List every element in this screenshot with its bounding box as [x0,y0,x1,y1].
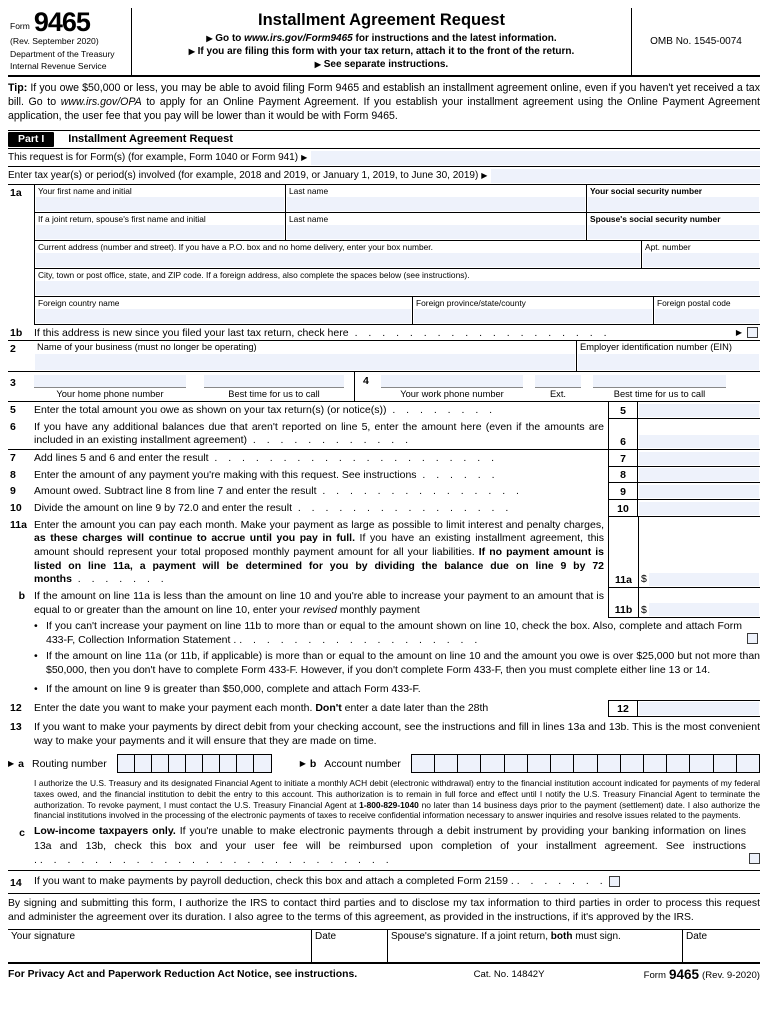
city-state-zip-label: City, town or post office, state, and ZIP code. If a foreign address, also complete the spaces below (see instructions). [38,269,470,280]
comb-cell[interactable] [152,755,169,772]
foreign-province-input[interactable] [414,309,652,323]
comb-cell[interactable] [458,755,481,772]
date-label-1: Date [315,930,337,942]
request-forms-label: This request is for Form(s) (for example, Form 1040 or Form 941) [8,151,299,163]
dept-treasury: Department of the Treasury [10,48,115,59]
comb-cell[interactable] [118,755,135,772]
line-11b-text [34,588,608,618]
line-11a-amount-input[interactable] [649,573,759,586]
line-5 [8,402,760,419]
line-11b-text-2: monthly payment [336,603,420,616]
signature-section [8,930,760,964]
line-5-text [34,402,608,419]
line-11a-text-2: If you have an existing installment agreement, this amount should represent your total proposed monthly payment amount for all your liabilities. [34,532,604,558]
line-10-box-label: 10 [608,500,638,517]
street-address-input[interactable] [36,253,640,267]
line-8-label: Enter the amount of any payment you're making with this request. See instructions [34,468,417,481]
bullet-icon: • [34,650,38,663]
line-13c-bold: Low-income taxpayers only. [34,825,176,838]
bullet-3-text: If the amount on line 9 is greater than $50,000, complete and attach Form 433-F. [46,682,421,695]
line-11a [8,517,760,588]
bullet-icon: • [34,682,38,695]
ext-input[interactable] [535,375,581,388]
best-time-1-label: Best time for us to call [228,389,320,400]
date-cell-2[interactable] [682,930,760,962]
spouse-last-name-input[interactable] [287,225,585,239]
bullet-433f-checkbox-item [34,618,760,648]
line-10-amount-cell [638,500,760,517]
line-11b-amount-cell [608,588,760,618]
routing-number-label: Routing number [32,757,107,770]
line-9-number: 9 [10,485,16,498]
comb-cell[interactable] [690,755,713,772]
line-7-amount-cell [638,450,760,467]
line-4-number: 4 [363,375,369,388]
part-1-bar [8,130,760,149]
best-time-1-input[interactable] [204,375,344,388]
line-12-amount-cell [638,700,760,717]
catalog-number: Cat. No. 14842Y [473,969,545,981]
foreign-country-input[interactable] [36,309,411,323]
spouse-ssn-cell [586,213,760,240]
line-12-date-input[interactable] [639,702,759,715]
dot-leader: . . . . . . . . . . . . . . . . . . . [354,326,610,339]
payroll-deduction-checkbox[interactable] [609,876,620,887]
line-12-text [34,700,608,717]
tax-years-input[interactable] [491,169,760,183]
account-number-input[interactable] [411,754,760,773]
line-9-amount-input[interactable] [639,485,759,498]
footer-form-revision: (Rev. 9-2020) [702,969,760,981]
form-id-block [8,8,132,75]
line-12-number: 12 [10,702,22,715]
foreign-postal-input[interactable] [655,309,759,323]
line-11a-text-1: Enter the amount you can pay each month. Make your payment as large as possible to limit interest and penalty charges, [34,518,604,531]
line-11a-bold-2: If no payment amount is listed on line 11a, a payment will be determined for you by dividing the balance due on line 9 by 72 months [34,545,604,586]
home-phone-input[interactable] [34,375,186,388]
work-phone-input[interactable] [381,375,523,388]
line-6-amount-cell [638,419,760,449]
line-7-label: Add lines 5 and 6 and enter the result [34,452,209,465]
spouse-name-row [35,213,760,241]
line-11a-number: 11a [10,518,27,531]
work-phone-label: Your work phone number [400,389,504,400]
line-3-number: 3 [10,377,16,390]
spouse-first-name-label: If a joint return, spouse's first name and initial [38,213,206,224]
tip-label: Tip: [8,81,28,94]
first-name-input[interactable] [36,197,284,211]
home-phone-label: Your home phone number [56,389,164,400]
spouse-ssn-input[interactable] [588,225,759,239]
dollar-sign: $ [641,573,647,586]
comb-cell[interactable] [237,755,254,772]
ein-label: Employer identification number (EIN) [580,342,732,353]
right-arrow-icon: ▶ [481,170,488,180]
tax-years-line [8,167,760,185]
privacy-act-notice: For Privacy Act and Paperwork Reduction Act Notice, see instructions. [8,969,358,981]
line-12-box-label: 12 [608,700,638,717]
phones-divider [354,372,726,401]
comb-cell[interactable] [412,755,435,772]
line-12-bold: Don't [315,702,342,715]
line-11b [8,588,760,618]
line-1b-number: 1b [10,326,23,339]
irs-phone-number: 1-800-829-1040 [359,799,419,810]
line-11b-amount-input[interactable] [649,603,759,616]
line-7-number: 7 [10,452,16,465]
ach-authorization-text [34,778,760,822]
apt-number-label: Apt. number [645,241,691,252]
line-13c-text [34,824,746,867]
foreign-province-cell [412,297,653,324]
right-arrow-icon: ▶ [735,328,742,338]
form-revision: (Rev. September 2020) [10,36,99,47]
comb-cell[interactable] [621,755,644,772]
line-2-number: 2 [10,343,16,356]
header-instruction-1 [138,32,625,45]
comb-cell[interactable] [169,755,186,772]
line-12-text-1: Enter the date you want to make your payment each month. [34,702,316,715]
page-title: Installment Agreement Request [258,11,505,29]
authorization-text-2: no later than 14 business days prior to the payment (settlement) date. I also authorize the financial institutions involved in the processing of the electronic payments of taxes to receive confidential information necessary to answer inquiries and resolve issues related to the payments. [34,799,760,821]
line-7-text [34,450,608,467]
form-title-block [132,8,632,75]
dot-leader: . . . . . . . . . . . . . . . . . . . . . [214,452,497,465]
line-11a-box-label: 11a [609,517,639,587]
footer-form-id [643,966,760,982]
spouse-label-post: must sign. [572,930,621,942]
comb-cell[interactable] [220,755,237,772]
business-name-label: Name of your business (must no longer be operating) [37,342,257,353]
right-arrow-icon: ▶ [299,759,306,769]
right-arrow-icon: ▶ [188,47,195,56]
street-address-label: Current address (number and street). If you have a P.O. box and no home delivery, enter your box number. [38,241,433,252]
line-11a-amount-cell [608,517,760,588]
street-address-cell [35,241,641,268]
line-13c-letter: c [19,827,25,840]
authorization-text-1: I authorize the U.S. Treasury and its designated Financial Agent to initiate a monthly ACH debit (electronic withdrawal) entry to the financial institution account indicated for payments of my federal taxes owed, and the financial institution to debit the entry to this account. This authorization is to remain in full force and effect until I notify the U.S. Treasury Financial Agent to terminate the authorization. To revoke payment, I must contact the U.S. Treasury Financial Agent at [34,777,760,810]
comb-cell[interactable] [254,755,271,772]
line-6-box-label: 6 [608,419,638,449]
form9465-url: www.irs.gov/Form9465 [244,33,353,44]
foreign-country-label: Foreign country name [38,297,120,308]
line-8-text [34,467,608,484]
spouse-last-name-cell [285,213,586,240]
part-1-label: Part I [8,132,54,147]
line-14-number: 14 [10,876,22,889]
comb-cell[interactable] [505,755,528,772]
line-6-label: If you have any additional balances due that aren't reported on line 5, enter the amount here (even if the amounts are included in an existing installment agreement) [34,420,604,447]
apt-number-cell [641,241,760,268]
date-label-2: Date [686,930,708,942]
dot-leader: . . . . . . . [77,573,167,586]
line-8-number: 8 [10,468,16,481]
right-arrow-icon: ▶ [314,60,321,69]
dot-leader: . . . . . . . . . . . . . . . . [297,502,512,515]
dot-leader: . . . . . . . . [392,404,496,417]
spouse-label-pre: Spouse's signature. If a joint return, [391,930,551,942]
line-1a-number: 1a [10,186,22,199]
your-signature-cell[interactable] [8,930,311,962]
line-6-number: 6 [10,420,16,433]
request-forms-input[interactable] [311,151,760,165]
city-state-zip-input[interactable] [36,281,759,295]
tip-paragraph [8,77,760,130]
comb-cell[interactable] [203,755,220,772]
line-13c [8,821,760,867]
line-5-amount-cell [638,402,760,419]
right-arrow-icon: ▶ [206,34,213,43]
foreign-country-cell [35,297,412,324]
header-instruction-2 [138,45,625,58]
apt-number-input[interactable] [643,253,759,267]
line-5-label: Enter the total amount you owe as shown on your tax return(s) (or notice(s)) [34,404,387,417]
footer-form-number: 9465 [669,966,700,982]
instruction-1-pre: Go to [215,33,245,44]
line-10-text [34,500,608,517]
header-instruction-3 [138,58,625,71]
tax-years-label: Enter tax year(s) or period(s) involved (for example, 2018 and 2019, or January 1, 2019, to June 30, 2019) [8,169,479,181]
line-13-number: 13 [10,721,22,734]
bullet-1-text [46,620,742,647]
line-11b-box-label: 11b [609,588,639,617]
bullet-50000-item [34,679,760,698]
spouse-last-name-label: Last name [289,213,329,224]
comb-cell[interactable] [737,755,759,772]
line-13 [8,717,760,749]
line-11b-text-1: If the amount on line 11a is less than the amount on line 10 and you're able to increase your payment to an amount that is equal to or greater than the amount on line 10, enter your [34,589,604,616]
line-7-amount-input[interactable] [639,452,759,465]
city-row [35,269,760,297]
tip-text-2: to apply for an Online Payment Agreement. If you establish your installment agreement using the Online Payment Agreement application, the user fee that you pay will be lower than it would be with Form 9465. [8,95,761,122]
best-time-2-field [593,375,726,401]
part-1-title: Installment Agreement Request [68,133,233,146]
irs-name: Internal Revenue Service [10,61,107,72]
low-income-checkbox[interactable] [749,853,760,864]
line-1b-text: If this address is new since you filed your last tax return, check here [34,326,349,339]
dollar-sign: $ [641,603,647,616]
line-2-section [8,340,760,372]
spouse-first-name-cell [35,213,285,240]
spouse-label-bold: both [550,930,573,942]
account-number-label: Account number [324,757,401,770]
best-time-2-label: Best time for us to call [613,389,706,400]
line-13b-letter: b [309,757,317,770]
line-9-label: Amount owed. Subtract line 8 from line 7 and enter the result [34,485,317,498]
line-11b-number: b [18,589,25,602]
best-time-1-field [204,375,344,401]
line-5-number: 5 [10,404,16,417]
line-8-box-label: 8 [608,467,638,484]
footer-form-word: Form [643,969,666,981]
line-13-text: If you want to make your payments by direct debit from your checking account, see the instructions and fill in lines 13a and 13b. This is the most convenient way to make your payments and it will ensure that they are made on time. [34,721,760,748]
line-5-box-label: 5 [608,402,638,419]
instruction-3-text: See separate instructions. [323,59,449,70]
address-new-checkbox[interactable] [747,327,758,338]
line-11b-amount-area [639,588,760,617]
comb-cell[interactable] [435,755,458,772]
last-name-input[interactable] [287,197,585,211]
first-name-label: Your first name and initial [38,185,132,196]
dot-leader: . . . . . . . [516,874,606,887]
comb-cell[interactable] [481,755,504,772]
business-grid [34,341,760,371]
work-phone-field [381,375,523,401]
cannot-increase-checkbox[interactable] [747,633,758,644]
phones-section [8,372,760,402]
ext-field [535,375,581,401]
line-10-label: Divide the amount on line 9 by 72.0 and enter the result [34,502,292,515]
line-6-text [34,419,608,449]
dot-leader: . . . . . . . . . . . . . . . [322,485,522,498]
address-row [35,241,760,269]
line-8-amount-cell [638,467,760,484]
bank-info-row [8,753,760,775]
line-14-text [34,874,606,888]
last-name-label: Last name [289,185,329,196]
foreign-postal-cell [653,297,760,324]
dot-leader: . . . . . . . . . . . . . . . . . . [239,633,481,646]
tip-text-1: If you owe $50,000 or less, you may be able to avoid filing Form 9465 and establish an installment agreement online, even if you haven't yet received a tax bill. Go to [8,81,760,108]
comb-cell[interactable] [551,755,574,772]
dot-leader: . . . . . . . . . . . . [252,434,411,447]
right-arrow-icon: ▶ [301,152,308,162]
line-7 [8,450,760,467]
spouse-first-name-input[interactable] [36,225,284,239]
comb-cell[interactable] [186,755,203,772]
bullet-icon: • [34,620,38,633]
foreign-row [35,297,760,325]
line-9-amount-cell [638,483,760,500]
right-arrow-icon: ▶ [8,759,15,769]
ssn-cell [586,185,760,212]
bullet-2-text: If the amount on line 11a (or 11b, if applicable) is more than or equal to the amount on line 10 and the amount you owe is over $25,000 but not more than $50,000, then you don't have to complete Form 433-F. However, if you don't complete Form 433-F, then you must complete either line 13 or 14. [46,650,760,677]
line-10-number: 10 [10,502,22,515]
comb-cell[interactable] [528,755,551,772]
line-8 [8,467,760,484]
line-1b [8,325,760,340]
your-signature-label: Your signature [11,930,76,942]
spouse-ssn-label: Spouse's social security number [590,213,721,224]
line-12-text-2: enter a date later than the 28th [341,702,489,715]
foreign-postal-label: Foreign postal code [657,297,731,308]
dot-leader: . . . . . . [422,468,498,481]
form-number: 9465 [33,7,90,37]
line-1a-section [8,185,760,325]
form-word: Form [10,21,30,32]
foreign-province-label: Foreign province/state/county [416,297,526,308]
line-14-label: If you want to make payments by payroll deduction, check this box and attach a completed Form 2159 . [34,874,514,887]
home-phone-field [34,375,186,401]
line-12 [8,700,760,717]
ssn-label: Your social security number [590,185,703,196]
comb-cell[interactable] [714,755,737,772]
line-5-amount-input[interactable] [639,404,759,417]
line-7-box-label: 7 [608,450,638,467]
comb-cell[interactable] [667,755,690,772]
date-cell-1[interactable] [311,930,387,962]
comb-cell[interactable] [135,755,152,772]
line-9-box-label: 9 [608,483,638,500]
comb-cell[interactable] [644,755,667,772]
bullet-25000-item [34,648,760,678]
city-state-zip-cell [35,269,760,296]
dot-leader: . . . . . . . . . . . . . . . . . . . . . . . . . . [39,853,392,866]
line-14 [8,870,760,894]
bullet-1-label: If you can't increase your payment on line 11b to more than or equal to the amount shown on line 10, check the box. Also, complete and attach Form 433-F, Collection Information Statement . [46,620,742,646]
best-time-2-input[interactable] [593,375,726,388]
last-name-cell [285,185,586,212]
opa-url: www.irs.gov/OPA [60,95,142,108]
line-8-amount-input[interactable] [639,468,759,481]
ein-cell [576,341,760,371]
line-10-amount-input[interactable] [639,502,759,515]
ein-input[interactable] [578,354,759,370]
line-11a-text [34,517,608,588]
instruction-1-post: for instructions and the latest information. [352,33,557,44]
line-9-text [34,483,608,500]
first-name-cell [35,185,285,212]
ssn-input[interactable] [588,197,759,211]
spouse-signature-label [391,931,621,942]
line-6 [8,419,760,450]
comb-cell[interactable] [598,755,621,772]
business-name-input[interactable] [35,354,575,370]
name-address-grid [34,185,760,325]
instruction-2-text: If you are filing this form with your tax return, attach it to the front of the return. [197,46,575,57]
name-row [35,185,760,213]
spouse-signature-cell[interactable] [387,930,682,962]
line-11a-amount-area [639,517,760,587]
line-10 [8,500,760,517]
form-header [8,8,760,77]
signing-statement: By signing and submitting this form, I authorize the IRS to contact third parties and to disclose my tax information to third parties in order to process this request and administer the agreement over its duration. I also agree to the terms of this agreement, as provided in the instructions, if it's approved by the IRS. [8,894,760,929]
request-forms-line [8,149,760,167]
form-footer [8,964,760,981]
omb-number: OMB No. 1545-0074 [650,35,742,47]
line-13a-letter: a [18,757,24,770]
line-6-amount-input[interactable] [639,435,759,448]
line-11a-bold-1: as these charges will continue to accrue until you pay in full. [34,532,355,545]
line-9 [8,483,760,500]
routing-number-input[interactable] [117,754,272,773]
comb-cell[interactable] [574,755,597,772]
business-name-cell [34,341,576,371]
line-13c-label: If you're unable to make electronic payments through a debit instrument by providing your banking information on lines 13a and 13b, check this box and your user fee will be reimbursed upon completion of your installment agreement. See instructions . [34,825,747,866]
line-11b-italic: revised [303,603,337,616]
ext-label: Ext. [549,389,566,400]
